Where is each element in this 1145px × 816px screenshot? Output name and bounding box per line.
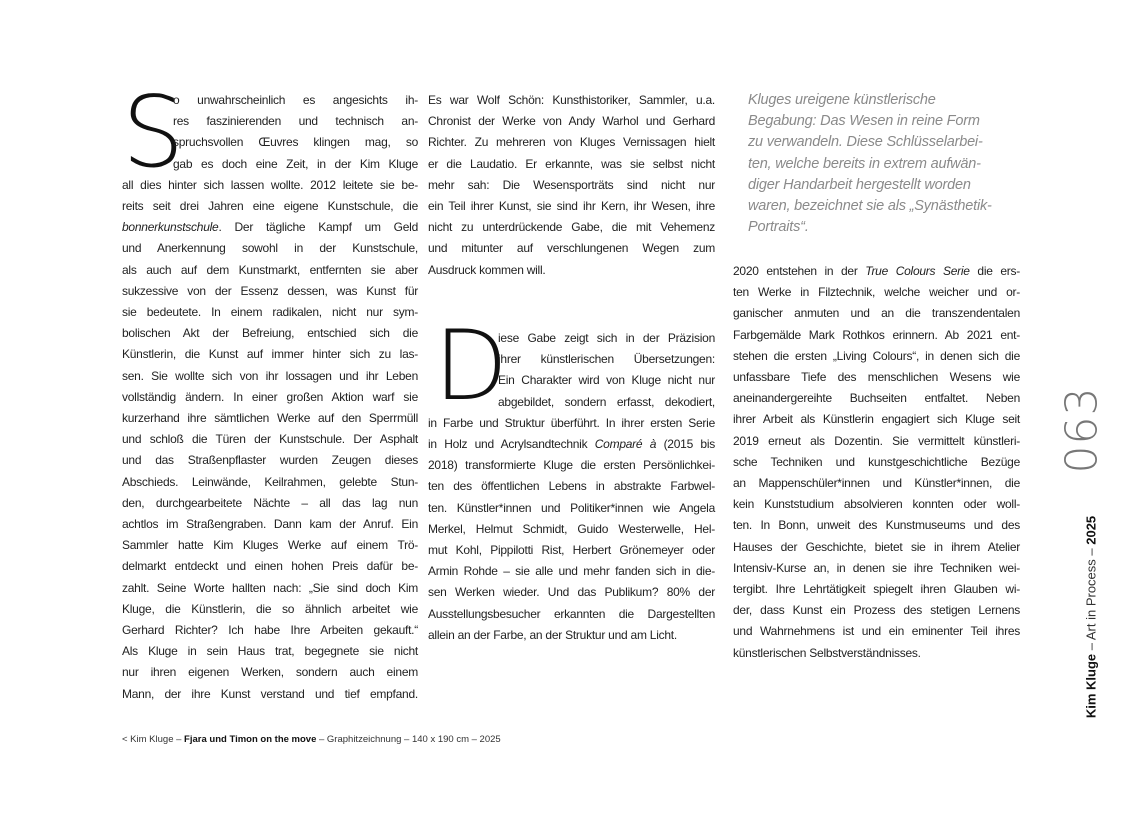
text-line: ten. Künstler*innen und Politiker*innen wie Angela (428, 500, 715, 515)
drop-cap-s: S (122, 76, 185, 190)
text-line: Ausdruck kommen will. (428, 262, 546, 277)
text-line: Portraits“. (748, 219, 809, 236)
text-line: ein Teil ihrer Kunst, sie sind ihr Kern, ihr Wesen, ihre (428, 199, 715, 213)
text-line: Farbgemälde Mark Rothkos erinnern. Ab 2021 ent- (733, 327, 1020, 342)
text-line: Künstlerin, die Kunst auf immer hinter sich zu las- (122, 347, 418, 362)
text-line: der, dass Kunst ein Prozess des stetigen Lernens (733, 603, 1020, 618)
text-line: er die Laudatio. Er erkannte, was sie selbst nicht (428, 156, 715, 171)
italic-text: Comparé à (594, 437, 657, 451)
text-line: Kluges ureigene künstlerische (748, 92, 936, 108)
text-line: sie bedeutete. In einem radikalen, nicht nur sym- (122, 305, 418, 319)
text-segment: 2020 entstehen in der (733, 264, 866, 278)
text-line: aneinandergereihte Buchseiten entfaltet. Neben (733, 391, 1020, 406)
text-line (733, 263, 1020, 279)
running-head-title: – Art in Process – (1083, 544, 1099, 654)
text-line: nicht zu unterdrückende Gabe, die mit Vehemenz (428, 220, 715, 235)
text-line: sen Werken wieder. Und das Publikum? 80% der (428, 585, 715, 600)
running-head-author: Kim Kluge (1083, 653, 1099, 719)
text-line: Mann, der ihre Kunst verstand und tief empfand. (122, 686, 418, 701)
text-line: delmarkt entdeckt und einen hohen Preis dafür be- (122, 559, 418, 574)
text-line: in Farbe und Struktur überführt. In ihrer ersten Serie (428, 415, 715, 430)
text-segment: . Der tägliche Kampf um Geld (218, 220, 418, 235)
text-line: und mitunter auf verschlungenen Wegen zum (428, 241, 715, 256)
text-line: Begabung: Das Wesen in reine Form (748, 113, 980, 130)
text-line: Merkel, Helmut Schmidt, Guido Westerwelle, Hel- (428, 521, 715, 536)
image-caption (122, 734, 501, 745)
page-number: 063 (1056, 386, 1108, 474)
text-line: ganischer anmuten und an die transzendentalen (733, 306, 1020, 321)
text-line: Als Kluge in sein Haus trat, begegnete sie nicht (122, 644, 418, 659)
text-segment: (2015 bis (656, 437, 715, 451)
text-line (122, 219, 418, 235)
running-head (1084, 516, 1099, 718)
text-line: Ausstellungsbesucher erkannten die Dargestellten (428, 606, 715, 621)
text-line: Abschieds. Leinwände, Keilrahmen, gelebte Stun- (122, 474, 418, 489)
text-line: den, durchgearbeitete Nächte – all das lag nun (122, 495, 418, 510)
caption-title: Fjara und Timon on the move (184, 734, 317, 745)
text-line: ihrer künstlerischen Übersetzungen: (498, 352, 715, 367)
caption-prefix: < Kim Kluge – (122, 734, 185, 745)
text-line: waren, bezeichnet sie als „Synästhetik- (748, 198, 992, 214)
text-line: ihrer Arbeit als Künstlerin engagiert sich Kluge seit (733, 412, 1020, 427)
text-line: o unwahrscheinlich es angesichts ih- (173, 93, 418, 107)
text-line: sen. Sie wollte sich von ihr lossagen und ihr Leben (122, 368, 418, 383)
text-line: nur ihren eigenen Werken, sondern auch einem (122, 665, 418, 680)
text-line: achtlos im Straßengraben. Dann kam der Anruf. Ein (122, 517, 418, 531)
text-line: diger Handarbeit hergestellt worden (748, 176, 971, 193)
text-segment: in Holz und Acrylsandtechnik (428, 437, 595, 451)
text-line: allein an der Farbe, an der Struktur und am Licht. (428, 627, 677, 642)
text-line: Hauses der Geschichte, bietet sie in ihrem Atelier (733, 539, 1020, 554)
text-line: Sammler hatte Kim Kluges Werke auf einem Trö- (122, 538, 418, 553)
text-line: spruchsvollen Œuvres klingen mag, so (173, 135, 418, 150)
text-line: iese Gabe zeigt sich in der Präzision (498, 331, 715, 345)
text-line: mehr sah: Die Wesensporträts sind nicht nur (428, 177, 715, 192)
running-head-year: 2025 (1083, 515, 1099, 545)
text-line: bolischen Akt der Befreiung, entschied sich die (122, 326, 418, 341)
text-line: vollständig ändern. In einer großen Aktion warf sie (122, 389, 418, 404)
drop-cap-d: D (434, 310, 508, 422)
text-line (428, 436, 715, 452)
text-segment: die ers- (969, 264, 1020, 278)
caption-details: – Graphitzeichnung – 140 x 190 cm – 2025 (316, 734, 501, 745)
text-line: Armin Rohde – sie alle und mehr fanden sich in die- (428, 564, 715, 579)
text-line: Es war Wolf Schön: Kunsthistoriker, Sammler, u.a. (428, 93, 715, 107)
text-line: ten, welche bereits in extrem aufwän- (748, 155, 981, 172)
text-line: Intensiv-Kurse an, in denen sie ihre Techniken wei- (733, 560, 1020, 575)
text-line: zahlt. Seine Worte hallten nach: „Sie sind doch Kim (122, 580, 418, 595)
text-line: Richter. Zu mehreren von Kluges Vernissagen hielt (428, 135, 715, 150)
text-line: und das Straßenpflaster wurden Zeugen dieses (122, 453, 418, 468)
text-line: und Wahrnehmens ist und ein eminenter Teil ihres (733, 624, 1020, 639)
text-line: zu verwandeln. Diese Schlüsselarbei- (748, 134, 983, 151)
text-line: ten Werke in Filztechnik, welche weicher und or- (733, 285, 1020, 300)
text-line: res faszinierenden und technisch an- (173, 114, 418, 129)
text-line: und Anerkennung sowohl in der Kunstschule, (122, 241, 418, 256)
text-line: Chronist der Werke von Andy Warhol und Gerhard (428, 114, 715, 129)
text-line: tergibt. Ihre Lehrtätigkeit spiegelt ihren Glauben wi- (733, 582, 1020, 596)
text-line: Kluge, die Künstlerin, die so ähnlich arbeitet wie (122, 601, 418, 616)
text-line: als auch auf dem Kunstmarkt, entfernten sie aber (122, 262, 418, 277)
text-line: an Mappenschüler*innen und Künstler*innen, die (733, 476, 1020, 490)
text-line: und schloß die Türen der Kunstschule. Der Asphalt (122, 432, 418, 447)
text-line: abgebildet, sondern erfasst, dekodiert, (498, 394, 715, 409)
text-line: gab es doch eine Zeit, in der Kim Kluge (173, 156, 418, 171)
italic-text: bonnerkunstschule (122, 220, 219, 235)
text-line: kein Kunststudium absolvieren konnten oder woll- (733, 497, 1020, 512)
text-line: mut Kohl, Pippilotti Rist, Herbert Grönemeyer oder (428, 543, 715, 557)
text-line: sche Techniken und kunstgeschichtliche Bezüge (733, 454, 1020, 469)
text-line: künstlerischen Selbstverständnisses. (733, 645, 921, 660)
text-line: 2018) transformierte Kluge die ersten Persönlichkei- (428, 458, 715, 473)
text-line: ten des öffentlichen Lebens in abstrakte Farbwel- (428, 479, 715, 494)
text-line: Gerhard Richter? Ich habe Ihre Arbeiten gekauft.“ (122, 623, 418, 637)
text-line: unfassbare Tiefe des menschlichen Wesens wie (733, 370, 1020, 384)
text-line: ten. In Bonn, unweit des Kunstmuseums und des (733, 518, 1020, 533)
text-line: stehen die ersten „Living Colours“, in denen sich die (733, 348, 1020, 363)
italic-text: True Colours Serie (865, 264, 970, 278)
text-line: kurzerhand ihre sämtlichen Werke auf den Sperrmüll (122, 411, 418, 425)
text-line: 2019 erneut als Dozentin. Sie vermittelt künstleri- (733, 433, 1020, 448)
text-line: all dies hinter sich lassen wollte. 2012 leitete sie be- (122, 177, 418, 192)
text-line: reits seit drei Jahren eine eigene Kunstschule, die (122, 199, 418, 213)
text-line: sukzessive von der Essenz dessen, was Kunst für (122, 283, 418, 298)
text-line: Ein Charakter wird von Kluge nicht nur (498, 373, 715, 388)
